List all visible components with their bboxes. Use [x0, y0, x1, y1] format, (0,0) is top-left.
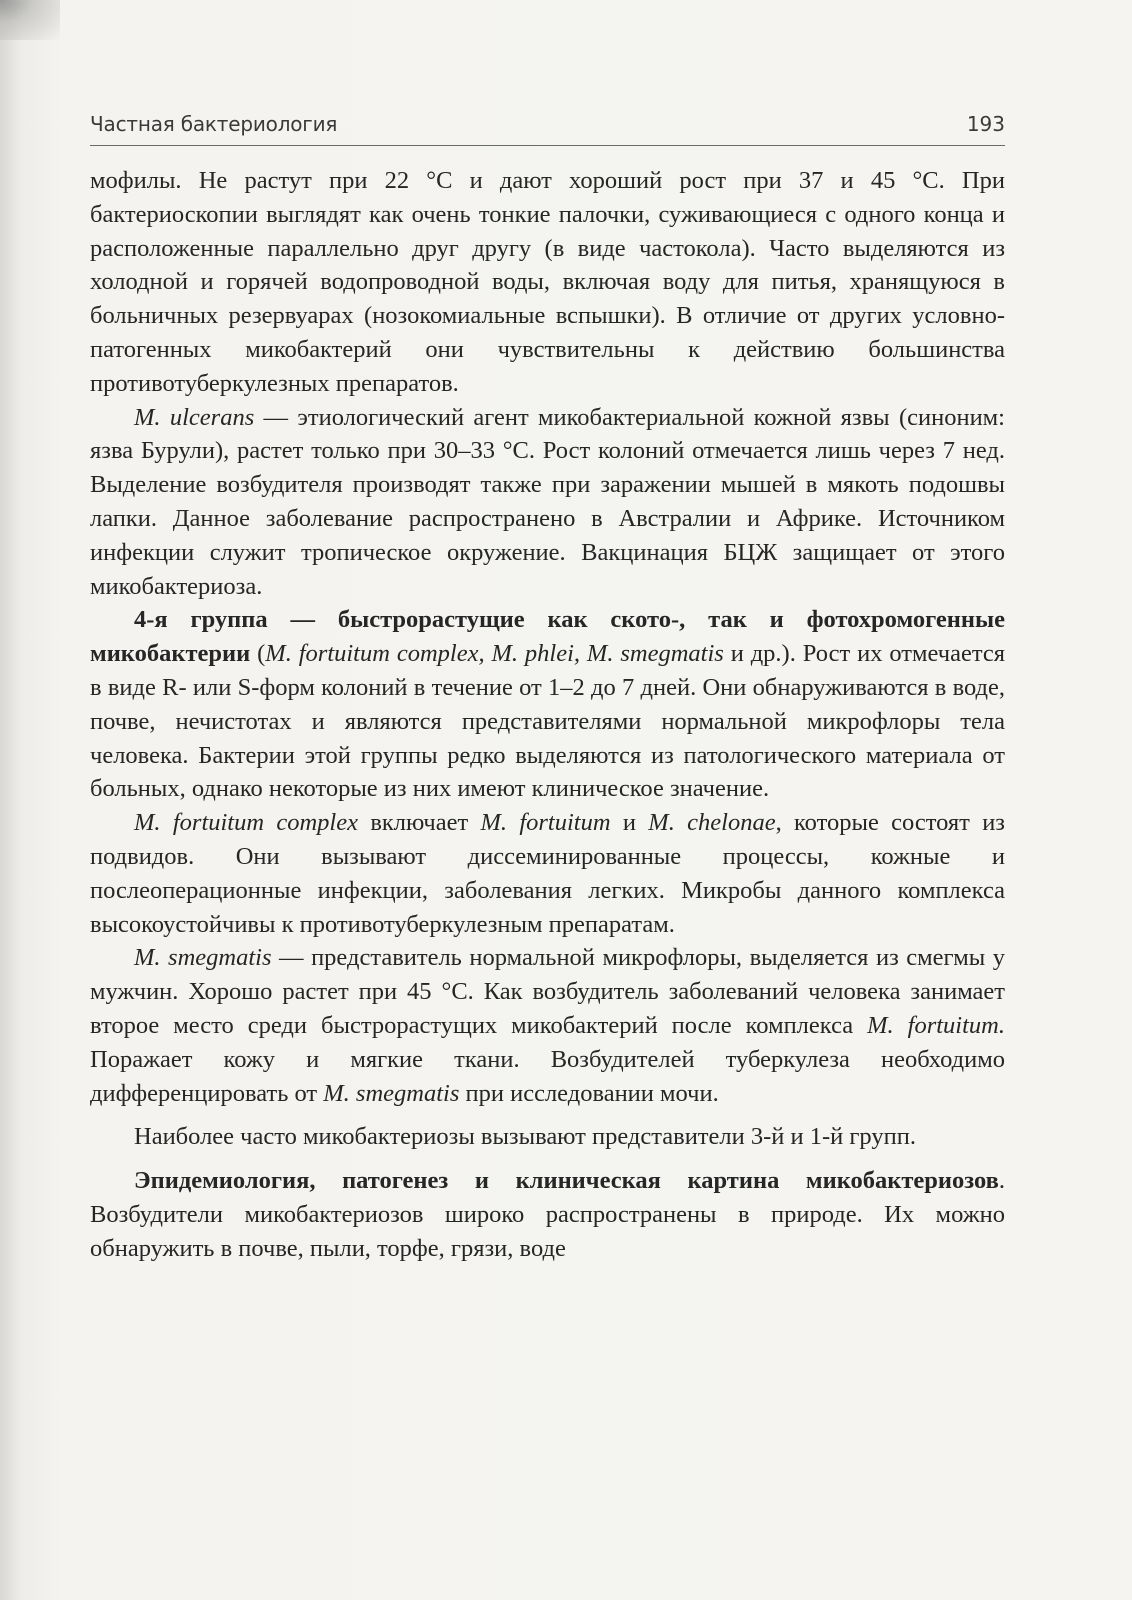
paragraph: [90, 806, 1005, 941]
header-rule: [90, 145, 1005, 146]
italic-term: M. fortuitum complex, M. phlei, M. smegmatis: [265, 640, 724, 668]
text-run: — представитель нормальной микрофлоры, выделяется из смегмы у мужчин. Хорошо растет при 45 °С. Как возбудитель заболеваний человека занимает второе место среди быстрорастущих микобактерий после комплекса: [90, 944, 1006, 1039]
text-run: — этиологический агент микобактериальной кожной язвы (синоним: язва Бурули), растет только при 30–33 °С. Рост колоний отмечается лишь через 7 нед. Выделение возбудителя производят также при заражении мышей в мякоть подошвы лапки. Данное заболевание распространено в Австралии и Африке. Источником инфекции служит тропическое окружение. Вакцинация БЦЖ защищает от этого микобактериоза.: [90, 403, 1005, 600]
text-run: и др.). Рост их отмечается в виде R- или S-форм колоний в течение от 1–2 до 7 дней. Они обнаруживаются в воде, почве, нечистотах и являются представителями нормальной микрофлоры тела человека. Бактерии этой группы редко выделяются из патологического материала от больных, однако некоторые из них имеют клиническое значение.: [90, 640, 1005, 803]
italic-term: M. ulcerans: [134, 403, 255, 431]
text-run: и: [610, 809, 649, 837]
paragraph: [90, 1120, 1005, 1154]
italic-term: M. smegmatis: [134, 944, 272, 972]
text-run: мофилы. Не растут при 22 °С и дают хороший рост при 37 и 45 °С. При бактериоскопии выглядят как очень тонкие палочки, суживающиеся с одного конца и расположенные параллельно друг другу (в виде частокола). Часто выделяются из холодной и горячей водопроводной воды, включая воду для питья, хранящуюся в больничных резервуарах (нозокомиальные вспышки). В отличие от других условно-патогенных микобактерий они чувствительны к действию большинства противотуберкулезных препаратов.: [90, 167, 1005, 397]
italic-term: M. fortuitum complex: [134, 809, 358, 837]
text-run: при исследовании мочи.: [459, 1079, 719, 1107]
paragraph: [90, 164, 1005, 401]
paragraph: [90, 603, 1005, 806]
paragraph: [90, 401, 1005, 604]
text-run: , которые состоят из подвидов. Они вызывают диссеминированные процессы, кожные и послеоперационные инфекции, заболевания легких. Микробы данного комплекса высокоустойчивы к противотуберкулезным препаратам.: [90, 809, 1005, 938]
text-run: включает: [358, 809, 481, 837]
text-run: . Возбудители микобактериозов широко распространены в природе. Их можно обнаружить в почве, пыли, торфе, грязи, воде: [90, 1167, 1005, 1262]
paragraph: [90, 1164, 1005, 1265]
bold-heading: 4-я группа — быстрорастущие как ското-, так и фотохромогенные микобактерии: [90, 606, 1005, 668]
italic-term: M. fortuitum: [480, 809, 611, 837]
bold-heading: Эпидемиология, патогенез и клиническая картина микобактериозов: [134, 1167, 999, 1195]
italic-term: M. fortuitum.: [867, 1011, 1005, 1039]
text-run: (: [250, 640, 266, 668]
paragraph: [90, 941, 1005, 1110]
running-head-title: Частная бактериология: [90, 112, 338, 136]
scan-corner-shadow: [0, 0, 60, 40]
body-text: [90, 164, 1005, 1266]
italic-term: M. smegmatis: [323, 1079, 460, 1107]
text-run: Поражает кожу и мягкие ткани. Возбудителей туберкулеза необходимо дифференцировать от: [90, 1045, 1005, 1107]
text-run: Наиболее часто микобактериозы вызывают представители 3-й и 1-й групп.: [134, 1123, 916, 1151]
page-number: 193: [966, 112, 1005, 136]
italic-term: M. chelonae: [648, 809, 776, 837]
